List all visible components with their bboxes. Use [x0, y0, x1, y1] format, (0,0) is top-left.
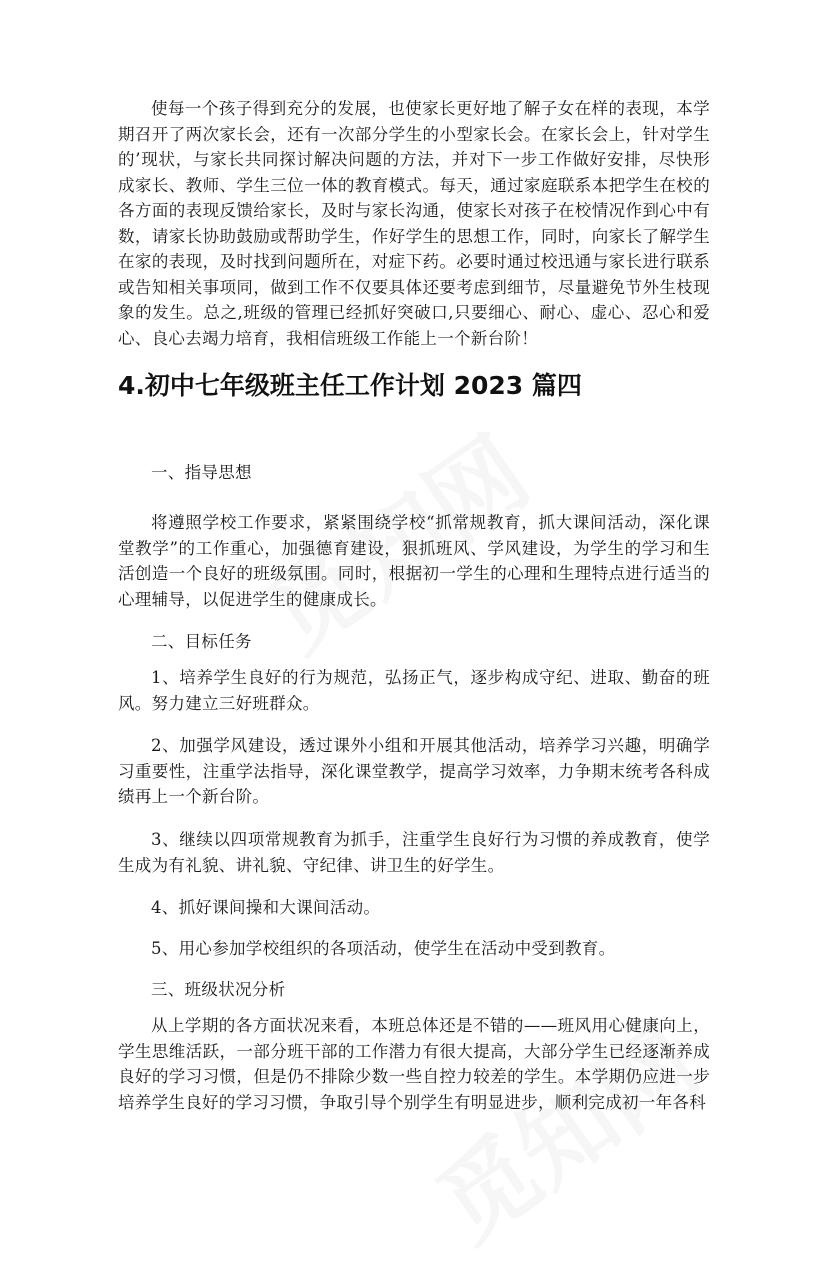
subheading-goals: 二、目标任务 [151, 632, 252, 651]
goal-item: 5、用心参加学校组织的各项活动，使学生在活动中受到教育。 [151, 939, 616, 958]
goal-item: 2、加强学风建设，透过课外小组和开展其他活动，培养学习兴趣，明确学习重要性，注重学法指导，深化课堂教学，提高学习效率，力争期末统考各科成绩再上一个新台阶。 [118, 736, 710, 806]
goal-item: 3、继续以四项常规教育为抓手，注重学生良好行为习惯的养成教育，使学生成为有礼貌、讲礼貌、守纪律、讲卫生的好学生。 [118, 830, 710, 875]
body-paragraph: 使每一个孩子得到充分的发展，也使家长更好地了解子女在样的表现，本学期召开了两次家长会，还有一次部分学生的小型家长会。在家长会上，针对学生的’现状，与家长共同探讨解决问题的方法，并对下一步工作做好安排，尽快形成家长、教师、学生三位一体的教育模式。每天，通过家庭联系本把学生在校的各方面的表现反馈给家长，及时与家长沟通，使家长对孩子在校情况作到心中有数，请家长协助鼓励或帮助学生，作好学生的思想工作，同时，向家长了解学生在家的表现，及时找到问题所在，对症下药。必要时通过校迅通与家长进行联系或告知相关事项同，做到工作不仅要具体还要考虑到细节，尽量避免节外生枝现象的发生。总之,班级的管理已经抓好突破口,只要细心、耐心、虚心、忍心和爱心、良心去竭力培育，我相信班级工作能上一个新台阶！ [118, 99, 710, 348]
subheading-guiding: 一、指导思想 [151, 463, 252, 482]
body-paragraph: 从上学期的各方面状况来看，本班总体还是不错的——班风用心健康向上，学生思维活跃，一部分班干部的工作潜力有很大提高，大部分学生已经逐渐养成良好的学习习惯，但是仍不排除少数一些自控力较差的学生。本学期仍应进一步培养学生良好的学习习惯，争取引导个别学生有明显进步，顺利完成初一年各科 [118, 1016, 710, 1112]
subheading-analysis: 三、班级状况分析 [151, 980, 286, 999]
goal-item: 4、抓好课间操和大课间活动。 [151, 898, 381, 917]
goal-item: 1、培养学生良好的行为规范，弘扬正气，逐步构成守纪、进取、勤奋的班风。努力建立三好班群众。 [118, 668, 710, 713]
body-paragraph: 将遵照学校工作要求，紧紧围绕学校“抓常规教育，抓大课间活动，深化课堂教学”的工作重心，加强德育建设，狠抓班风、学风建设，为学生的学习和生活创造一个良好的班级氛围。同时，根据初一学生的心理和生理特点进行适当的心理辅导，以促进学生的健康成长。 [118, 513, 710, 609]
section-heading: 4.初中七年级班主任工作计划 2023 篇四 [118, 371, 582, 400]
